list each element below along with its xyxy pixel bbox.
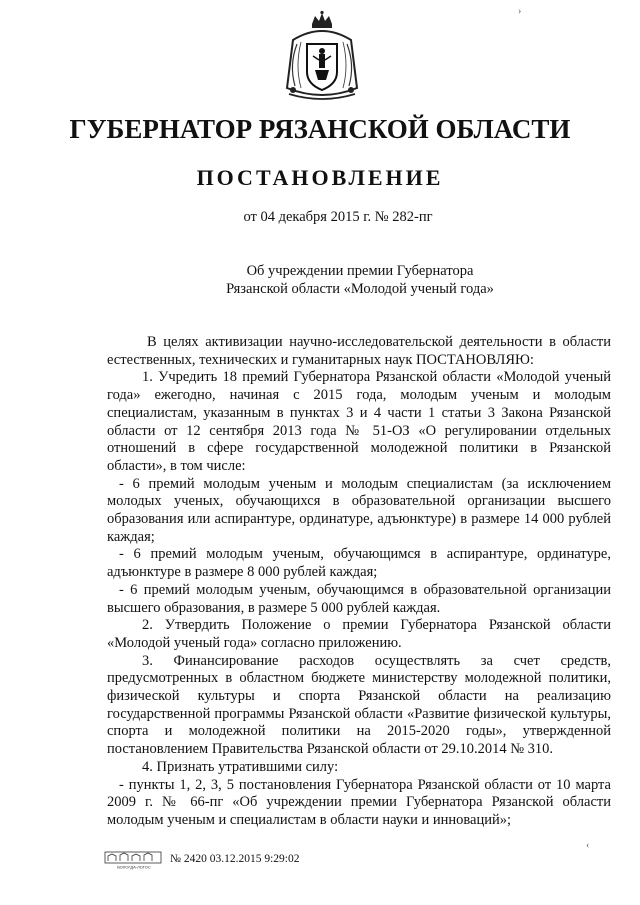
scan-mark: ‹ [586, 840, 590, 851]
paragraph-subitem-3: - 6 премий молодым ученым, обучающимся в образовательной организации высшего образования, в размере 5 000 рублей каждая. [107, 581, 611, 616]
paragraph-item-2: 2. Утвердить Положение о премии Губернатора Рязанской области «Молодой ученый года» согласно приложению. [107, 617, 611, 651]
document-date-number: от 04 декабря 2015 г. № 282-пг [243, 209, 433, 225]
subject-line-1: Об учреждении премии Губернатора [246, 263, 474, 279]
paragraph-item-4: 4. Признать утратившими силу: [142, 758, 339, 775]
document-type: ПОСТАНОВЛЕНИЕ [196, 165, 444, 190]
document-subject [0, 262, 640, 298]
registry-logo-caption: ВОЛОГДА-ЛОГОС [117, 864, 151, 870]
scan-mark: › [518, 6, 522, 17]
document-body [107, 334, 611, 830]
paragraph-subitem-2: - 6 премий молодым ученым, обучающимся в аспирантуре, ординатуре, адъюнктуре в размере 8 000 рублей каждая; [107, 546, 611, 581]
registry-logo-icon [104, 848, 164, 870]
subject-line-2: Рязанской области «Молодой ученый года» [226, 281, 494, 297]
registration-number: № 2420 03.12.2015 9:29:02 [170, 853, 300, 865]
paragraph-subitem-4: - пункты 1, 2, 3, 5 постановления Губернатора Рязанской области от 10 марта 2009 г. № 66-пг «Об учреждении премии Губернатора Рязанской области молодым ученым и специалистам в области науки и инноваций»; [107, 776, 611, 828]
paragraph-item-3: 3. Финансирование расходов осуществлять за счет средств, предусмотренных в областном бюджете министерству молодежной политики, физической культуры и спорта Рязанской области на реализацию государственной программы Рязанской области «Развитие физической культуры, спорта и молодежной политики на 2015-2020 годы», утвержденной постановлением Правительства Рязанской области от 29.10.2014 № 310. [107, 652, 611, 758]
paragraph-preamble: В целях активизации научно-исследовательской деятельности в области естественных, технических и гуманитарных наук ПОСТАНОВЛЯЮ: [107, 334, 611, 368]
coat-of-arms-icon [279, 10, 365, 106]
authority-title: ГУБЕРНАТОР РЯЗАНСКОЙ ОБЛАСТИ [69, 114, 571, 144]
paragraph-item-1: 1. Учредить 18 премий Губернатора Рязанской области «Молодой ученый года» ежегодно, начиная с 2015 года, молодым ученым и молодым специалистам, указанным в пунктах 3 и 4 части 1 статьи 3 Закона Рязанской области от 12 сентября 2013 года № 51-ОЗ «О регулировании отдельных отношений в сфере государственной молодежной политики в Рязанской области», в том числе: [107, 369, 611, 474]
paragraph-subitem-1: - 6 премий молодым ученым и молодым специалистам (за исключением молодых ученых, обучающихся в образовательной организации высшего образования или аспирантуре, ординатуре, адъюнктуре) в размере 14 000 рублей каждая; [107, 475, 611, 545]
